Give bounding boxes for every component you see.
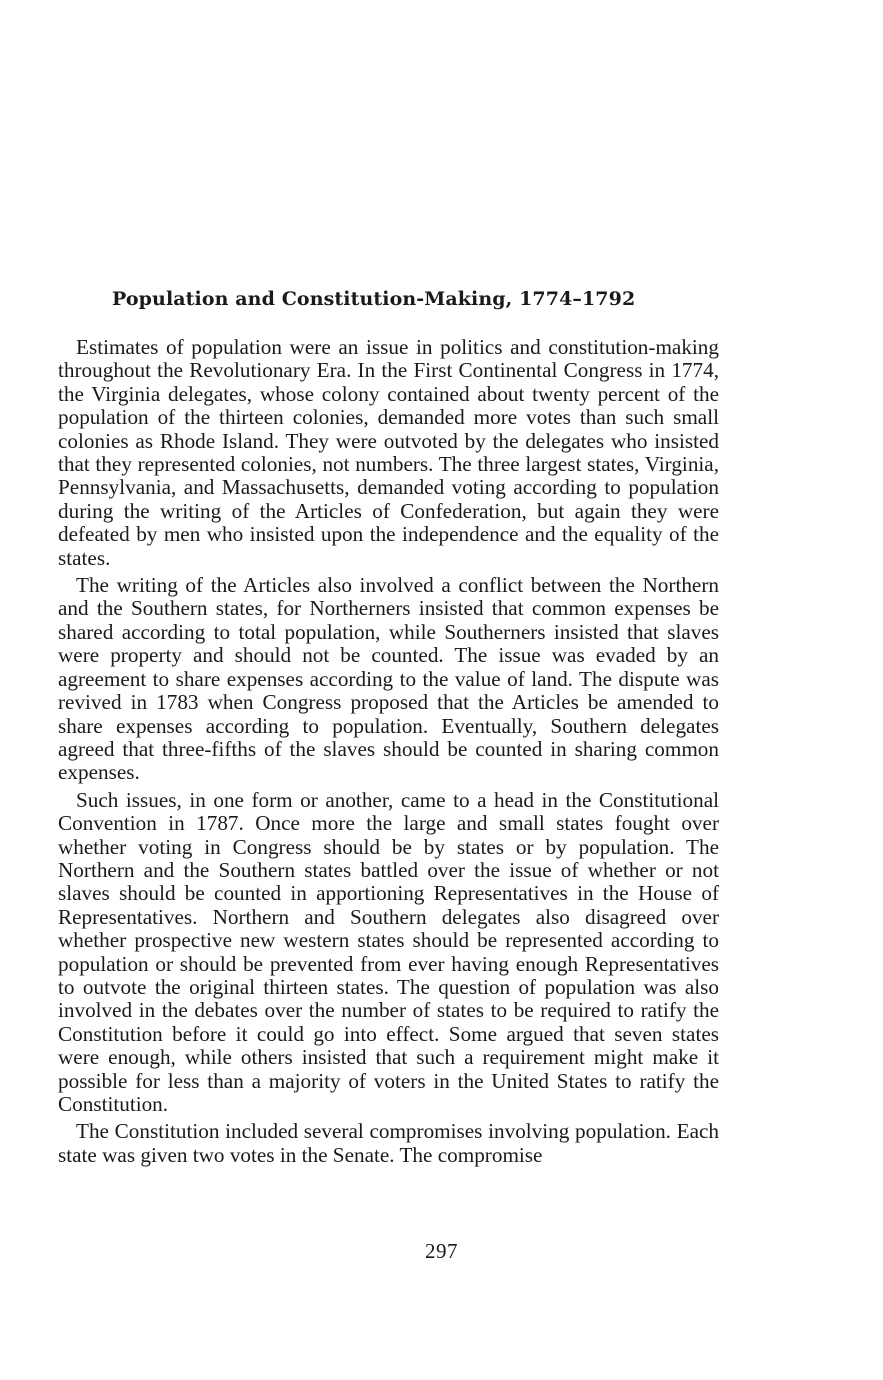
paragraph-2: The writing of the Articles also involved a conflict between the Northern and the Southern states, for Northerners insisted that common expenses be shared according to total population, while Southerners insisted that slaves were property and should not be counted. The issue was evaded by an agreement to share expenses according to the value of land. The dispute was revived in 1783 when Congress proposed that the Articles be amended to share expenses according to population. Eventually, Southern delegates agreed that three-fifths of the slaves should be counted in sharing common expenses.: [58, 573, 719, 785]
section-title: Population and Constitution-Making, 1774–1792: [112, 288, 636, 310]
paragraph-3: Such issues, in one form or another, came to a head in the Constitutional Convention in 1787. Once more the large and small states fought over whether voting in Congress should be by states or by population. The Northern and the Southern states battled over the issue of whether or not slaves should be counted in apportioning Representatives in the House of Representatives. Northern and Southern delegates also disagreed over whether prospective new western states should be represented according to population or should be prevented from ever having enough Representatives to outvote the original thirteen states. The question of population was also involved in the debates over the number of states to be required to ratify the Constitution before it could go into effect. Some argued that seven states were enough, while others insisted that such a requirement might make it possible for less than a majority of voters in the United States to ratify the Constitution.: [58, 787, 719, 1116]
paragraph-4: The Constitution included several compromises involving population. Each state was given two votes in the Senate. The compromise: [58, 1119, 719, 1167]
paragraph-1: Estimates of population were an issue in politics and constitution-making throughout the Revolutionary Era. In the First Continental Congress in 1774, the Virginia delegates, whose colony contained about twenty percent of the population of the thirteen colonies, demanded more votes than such small colonies as Rhode Island. They were outvoted by the delegates who insisted that they represented colonies, not numbers. The three largest states, Virginia, Pennsylvania, and Massachusetts, demanded voting according to population during the writing of the Articles of Confederation, but again they were defeated by men who insisted upon the independence and the equality of the states.: [58, 335, 719, 570]
body-text: [58, 336, 719, 1171]
page-number: 297: [425, 1239, 458, 1263]
